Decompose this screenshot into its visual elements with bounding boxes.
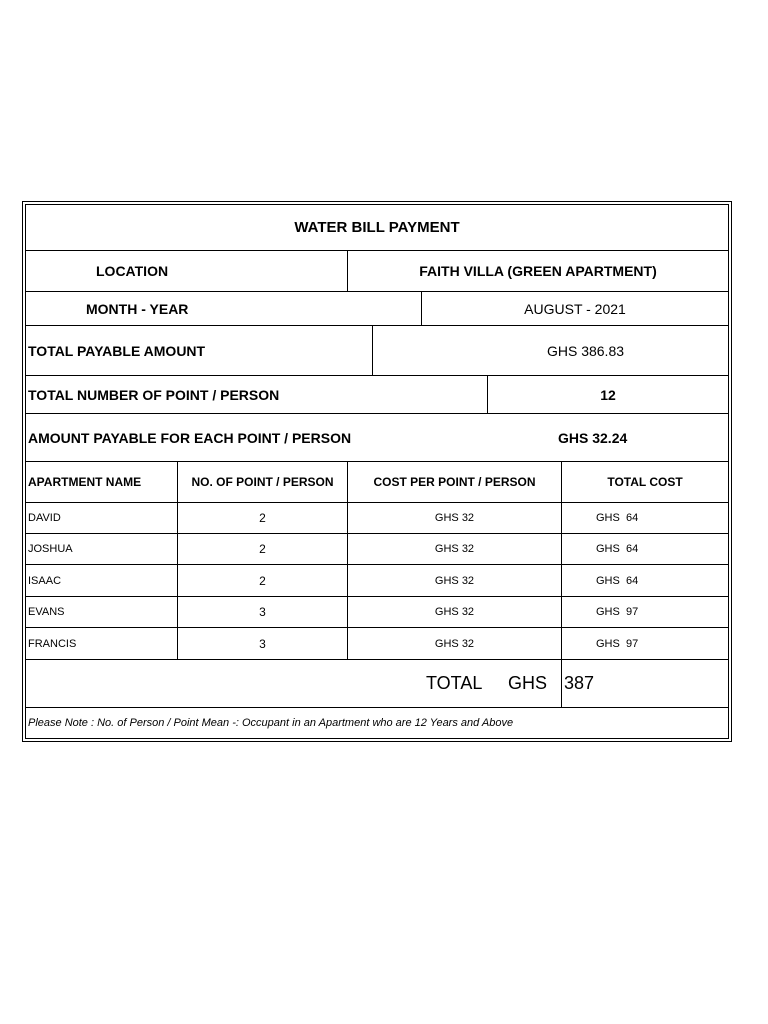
table-row [26,597,728,628]
note-row [26,708,728,738]
bill-table [25,204,729,739]
total-points-label: TOTAL NUMBER OF POINT / PERSON [26,376,488,413]
table-row [26,534,728,565]
grand-total-value: 387 [564,673,595,693]
bill-title: WATER BILL PAYMENT [294,219,460,236]
total-payable-value: GHS 386.83 [546,342,625,359]
cost-per-point: GHS 32 [348,503,562,533]
table-row [26,628,728,660]
apartment-name: JOSHUA [26,534,178,564]
total-cost: GHS 64 [596,512,639,524]
location-row [26,251,728,292]
apartment-name: FRANCIS [26,628,178,659]
grand-total-row [26,660,728,708]
each-point-row [26,414,728,462]
points-count: 2 [178,534,348,564]
cost-per-point: GHS 32 [348,565,562,596]
bill-frame [22,201,732,742]
header-cost-per-point: COST PER POINT / PERSON [348,462,562,502]
note-text: Please Note : No. of Person / Point Mean -: Occupant in an Apartment who are 12 Years and Above [28,717,514,729]
cost-per-point: GHS 32 [348,628,562,659]
points-count: 2 [178,503,348,533]
header-points: NO. OF POINT / PERSON [178,462,348,502]
total-cost: GHS 64 [596,574,639,587]
total-cost: GHS 64 [596,543,639,555]
month-year-row [26,292,728,326]
month-year-label: MONTH - YEAR [26,292,422,325]
grand-total-label: TOTAL [426,673,483,693]
each-point-value: GHS 32.24 [558,429,628,446]
total-cost: GHS 97 [596,637,639,650]
each-point-label: AMOUNT PAYABLE FOR EACH POINT / PERSON [28,429,352,446]
points-count: 3 [178,597,348,627]
header-apartment-name: APARTMENT NAME [26,462,178,502]
apartment-name: ISAAC [26,565,178,596]
header-total-cost: TOTAL COST [607,475,683,489]
total-payable-row [26,326,728,376]
grand-total-currency: GHS [486,660,562,707]
cost-per-point: GHS 32 [348,597,562,627]
total-cost: GHS 97 [596,606,639,618]
table-header-row [26,462,728,503]
apartment-name: EVANS [26,597,178,627]
month-year-value: AUGUST - 2021 [524,300,626,317]
total-points-value: 12 [600,386,616,403]
location-value: FAITH VILLA (GREEN APARTMENT) [419,263,657,279]
total-payable-label: TOTAL PAYABLE AMOUNT [26,326,373,375]
table-row [26,565,728,597]
points-count: 2 [178,565,348,596]
location-label: LOCATION [26,251,348,291]
cost-per-point: GHS 32 [348,534,562,564]
title-row [26,205,728,251]
points-count: 3 [178,628,348,659]
total-points-row [26,376,728,414]
table-row [26,503,728,534]
apartment-name: DAVID [26,503,178,533]
